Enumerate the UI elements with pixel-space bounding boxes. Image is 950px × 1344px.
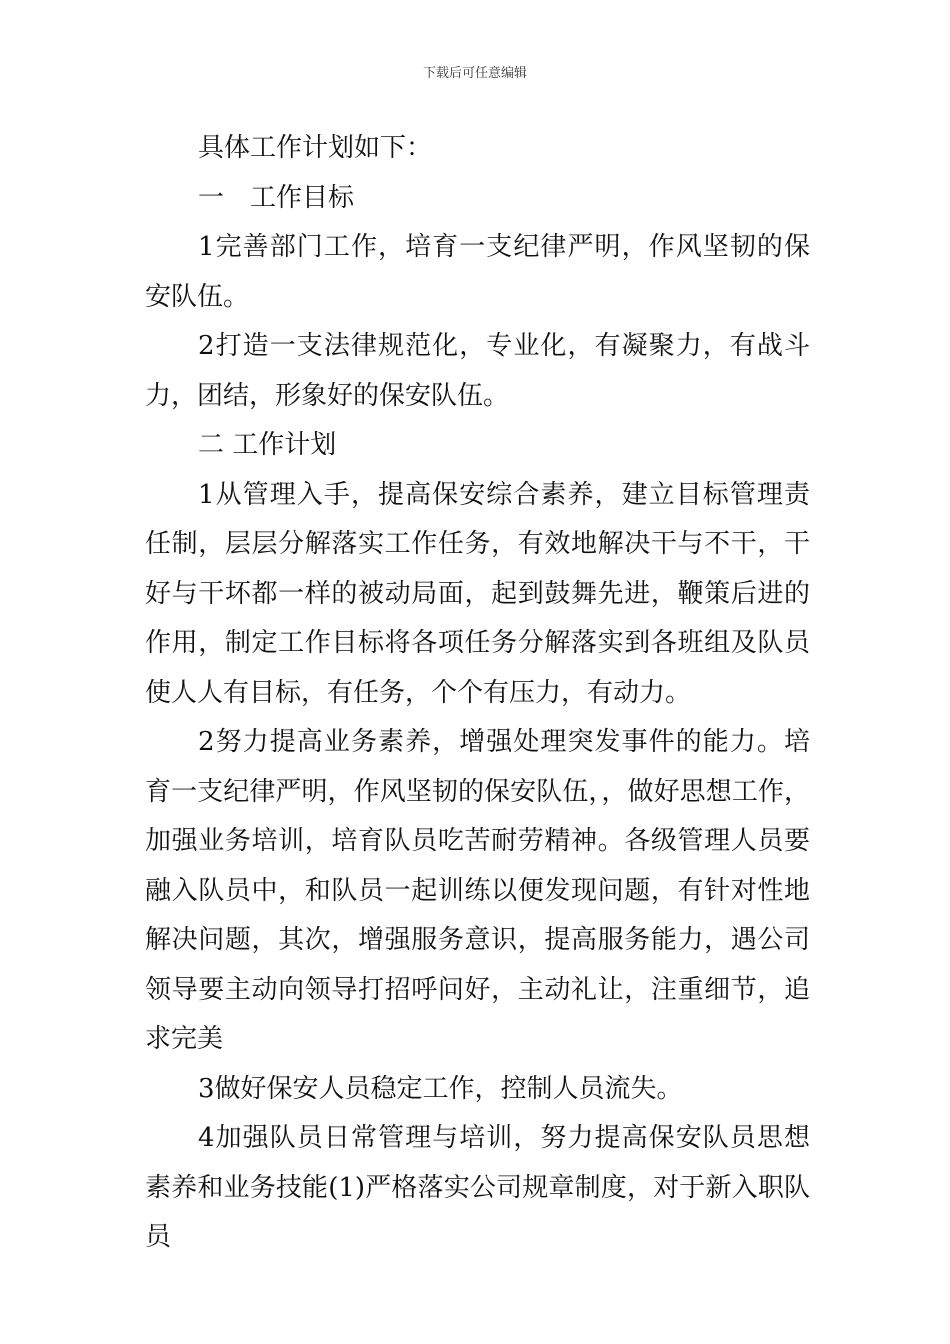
intro-paragraph: 具体工作计划如下：: [198, 133, 433, 163]
plan-item-3: 3做好保安人员稳定工作，控制人员流失。: [198, 1073, 683, 1104]
goal-item-1: 1完善部门工作，培育一支纪律严明，作风坚韧的保安队伍。: [145, 232, 810, 312]
plan-item-4: 4加强队员日常管理与培训，努力提高保安队员思想素养和业务技能(1)严格落实公司规章制度，对于新入职队员: [145, 1123, 810, 1252]
section-heading-goals: 一 工作目标: [198, 182, 355, 213]
plan-item-1: 1从管理入手，提高保安综合素养，建立目标管理责任制，层层分解落实工作任务，有效地解决干与不干，干好与干坏都一样的被动局面，起到鼓舞先进，鞭策后进的作用，制定工作目标将各项任务分解落实到各班组及队员使人人有目标，有任务，个个有压力，有动力。: [145, 479, 810, 708]
goal-item-2: 2打造一支法律规范化，专业化，有凝聚力，有战斗力，团结，形象好的保安队伍。: [145, 331, 810, 411]
document-body: [145, 124, 810, 1263]
section-heading-plan: 二 工作计划: [198, 430, 337, 460]
page-header: 下载后可任意编辑: [422, 66, 527, 81]
plan-item-2: 2努力提高业务素养，增强处理突发事件的能力。培育一支纪律严明，作风坚韧的保安队伍，，做好思想工作，加强业务培训，培育队员吃苦耐劳精神。各级管理人员要融入队员中，和队员一起训练以便发现问题，有针对性地解决问题，其次，增强服务意识，提高服务能力，遇公司领导要主动向领导打招呼问好，主动礼让，注重细节，追求完美: [145, 727, 810, 1054]
